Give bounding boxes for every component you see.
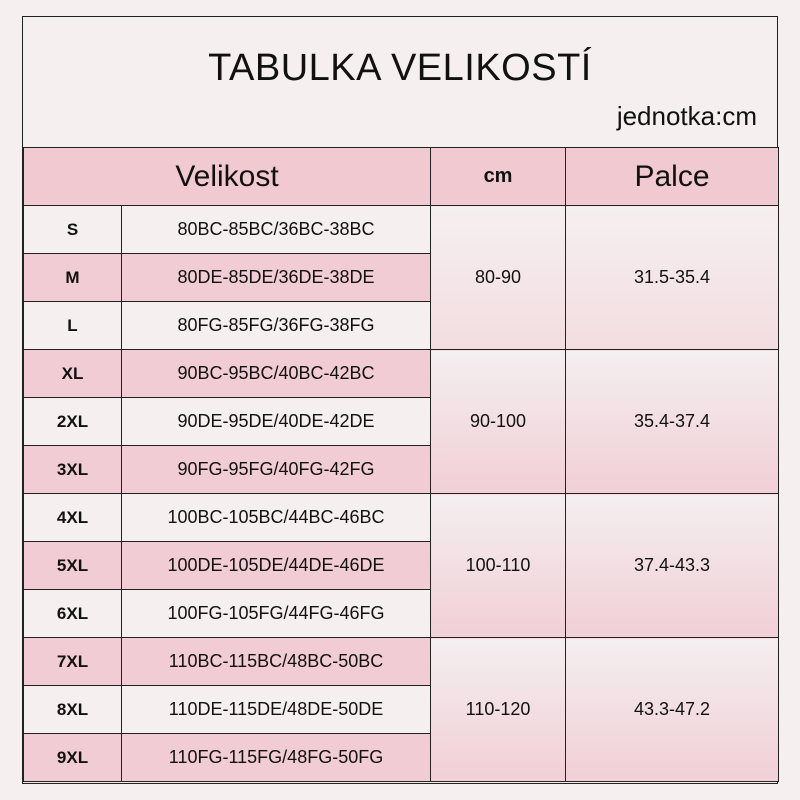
size-cell: 3XL — [24, 446, 122, 494]
table-row — [24, 350, 779, 398]
size-cell: L — [24, 302, 122, 350]
table-row — [24, 494, 779, 542]
bra-size-cell: 100BC-105BC/44BC-46BC — [122, 494, 431, 542]
size-cell: 9XL — [24, 734, 122, 782]
cm-range-cell: 100-110 — [431, 494, 566, 638]
bra-size-cell: 80BC-85BC/36BC-38BC — [122, 206, 431, 254]
size-cell: XL — [24, 350, 122, 398]
header-inches: Palce — [566, 148, 779, 206]
cm-range-cell: 110-120 — [431, 638, 566, 782]
cm-range-cell: 90-100 — [431, 350, 566, 494]
bra-size-cell: 100DE-105DE/44DE-46DE — [122, 542, 431, 590]
size-cell: M — [24, 254, 122, 302]
bra-size-cell: 90FG-95FG/40FG-42FG — [122, 446, 431, 494]
cm-range-cell: 80-90 — [431, 206, 566, 350]
bra-size-cell: 100FG-105FG/44FG-46FG — [122, 590, 431, 638]
table-body — [24, 206, 779, 782]
bra-size-cell: 80DE-85DE/36DE-38DE — [122, 254, 431, 302]
title-section — [23, 17, 777, 148]
bra-size-cell: 110BC-115BC/48BC-50BC — [122, 638, 431, 686]
size-cell: S — [24, 206, 122, 254]
header-cm: cm — [431, 148, 566, 206]
bra-size-cell: 80FG-85FG/36FG-38FG — [122, 302, 431, 350]
table-header-row — [24, 148, 779, 206]
size-cell: 8XL — [24, 686, 122, 734]
size-cell: 6XL — [24, 590, 122, 638]
header-size: Velikost — [24, 148, 431, 206]
bra-size-cell: 90DE-95DE/40DE-42DE — [122, 398, 431, 446]
bra-size-cell: 90BC-95BC/40BC-42BC — [122, 350, 431, 398]
inches-range-cell: 35.4-37.4 — [566, 350, 779, 494]
size-table — [23, 147, 779, 782]
inches-range-cell: 37.4-43.3 — [566, 494, 779, 638]
inches-range-cell: 43.3-47.2 — [566, 638, 779, 782]
size-chart-frame — [22, 16, 778, 784]
bra-size-cell: 110FG-115FG/48FG-50FG — [122, 734, 431, 782]
table-row — [24, 206, 779, 254]
table-row — [24, 638, 779, 686]
bra-size-cell: 110DE-115DE/48DE-50DE — [122, 686, 431, 734]
inches-range-cell: 31.5-35.4 — [566, 206, 779, 350]
page-title: TABULKA VELIKOSTÍ — [208, 47, 592, 89]
size-cell: 7XL — [24, 638, 122, 686]
size-cell: 2XL — [24, 398, 122, 446]
unit-note: jednotka:cm — [616, 101, 757, 131]
size-cell: 4XL — [24, 494, 122, 542]
size-cell: 5XL — [24, 542, 122, 590]
